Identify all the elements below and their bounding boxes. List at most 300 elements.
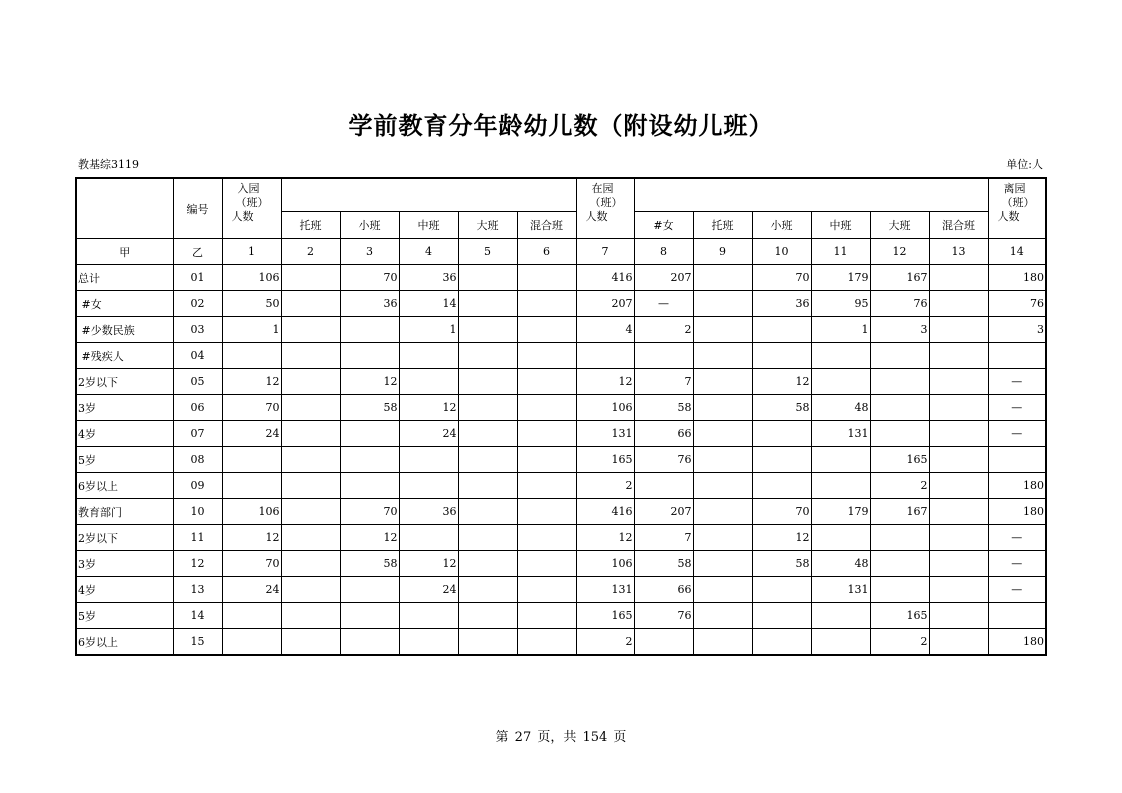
table-cell: 106 (222, 499, 281, 525)
row-label: 6岁以上 (76, 629, 173, 656)
table-row (76, 629, 1046, 656)
table-cell (752, 421, 811, 447)
header-zaiyuan (576, 178, 634, 239)
index-cell: 5 (458, 239, 517, 265)
table-cell (811, 603, 870, 629)
header-liyuan-line2: （班） (1001, 196, 1035, 209)
table-cell (752, 629, 811, 656)
table-cell (693, 525, 752, 551)
header-zaiyuan-sub: 混合班 (929, 212, 988, 239)
table-cell: 58 (340, 551, 399, 577)
table-cell: 2 (576, 473, 634, 499)
table-cell (693, 577, 752, 603)
table-cell (870, 421, 929, 447)
table-cell (458, 343, 517, 369)
table-cell: 70 (752, 499, 811, 525)
index-cell: 12 (870, 239, 929, 265)
header-code: 编号 (173, 178, 222, 239)
table-cell (811, 343, 870, 369)
header-ruyuan-sub: 托班 (281, 212, 340, 239)
table-cell: 7 (634, 369, 693, 395)
header-ruyuan (222, 178, 281, 239)
page-title: 学前教育分年龄幼儿数（附设幼儿班） (348, 112, 774, 140)
table-cell (693, 265, 752, 291)
table-cell (517, 317, 576, 343)
unit-label: 单位:人 (1006, 158, 1043, 171)
table-cell (222, 343, 281, 369)
table-cell (517, 447, 576, 473)
row-code: 15 (173, 629, 222, 656)
table-cell (929, 369, 988, 395)
table-cell: 165 (576, 603, 634, 629)
table-cell (634, 473, 693, 499)
table-cell (458, 499, 517, 525)
table-cell (693, 291, 752, 317)
table-cell: 58 (634, 551, 693, 577)
table-cell: 76 (634, 603, 693, 629)
table-row (76, 447, 1046, 473)
table-cell: 70 (752, 265, 811, 291)
table-cell: 131 (811, 577, 870, 603)
table-cell (929, 499, 988, 525)
table-cell (929, 551, 988, 577)
header-ruyuan-sub: 混合班 (517, 212, 576, 239)
table-cell (929, 421, 988, 447)
table-cell (988, 343, 1046, 369)
table-cell (517, 291, 576, 317)
header-liyuan (988, 178, 1046, 239)
table-cell: 36 (399, 265, 458, 291)
index-cell: 10 (752, 239, 811, 265)
table-cell: — (988, 369, 1046, 395)
row-code: 04 (173, 343, 222, 369)
table-cell: 179 (811, 265, 870, 291)
table-cell (634, 629, 693, 656)
table-cell (458, 421, 517, 447)
table-cell (517, 603, 576, 629)
header-zaiyuan-line2: （班） (589, 196, 623, 209)
table-cell: 24 (399, 577, 458, 603)
table-cell (281, 369, 340, 395)
table-cell (576, 343, 634, 369)
table-cell (281, 265, 340, 291)
table-cell (752, 343, 811, 369)
table-cell: 131 (811, 421, 870, 447)
table-cell (399, 473, 458, 499)
table-cell (399, 343, 458, 369)
table-cell (281, 421, 340, 447)
table-cell: 70 (340, 499, 399, 525)
table-cell (752, 447, 811, 473)
table-cell: 24 (399, 421, 458, 447)
index-cell: 8 (634, 239, 693, 265)
row-code: 08 (173, 447, 222, 473)
row-label: 总计 (76, 265, 173, 291)
row-code: 11 (173, 525, 222, 551)
table-cell: 165 (576, 447, 634, 473)
table-cell (693, 551, 752, 577)
table-cell: 180 (988, 629, 1046, 656)
table-cell (458, 265, 517, 291)
table-cell (929, 395, 988, 421)
table-cell: 24 (222, 577, 281, 603)
row-label: 2岁以下 (76, 369, 173, 395)
header-zaiyuan-sub: 托班 (693, 212, 752, 239)
table-cell: 36 (399, 499, 458, 525)
table-cell (811, 629, 870, 656)
table-cell: 36 (752, 291, 811, 317)
table-cell: 3 (870, 317, 929, 343)
table-cell: 416 (576, 499, 634, 525)
table-cell: — (988, 395, 1046, 421)
table-cell: — (634, 291, 693, 317)
table-cell (281, 291, 340, 317)
table-cell: 66 (634, 577, 693, 603)
table-cell: 12 (222, 525, 281, 551)
table-row (76, 473, 1046, 499)
table-cell: 7 (634, 525, 693, 551)
table-cell (693, 473, 752, 499)
table-cell (399, 369, 458, 395)
table-cell (517, 369, 576, 395)
table-cell (693, 603, 752, 629)
header-zaiyuan-span (634, 178, 988, 212)
table-cell (281, 499, 340, 525)
table-cell (340, 577, 399, 603)
table-cell: — (988, 551, 1046, 577)
row-label: 教育部门 (76, 499, 173, 525)
table-cell (458, 447, 517, 473)
table-cell (281, 525, 340, 551)
table-cell (340, 447, 399, 473)
table-cell: 24 (222, 421, 281, 447)
table-cell (870, 551, 929, 577)
table-cell (693, 629, 752, 656)
table-cell: 3 (988, 317, 1046, 343)
index-cell: 3 (340, 239, 399, 265)
table-cell (811, 525, 870, 551)
table-cell (458, 395, 517, 421)
table-cell: 2 (576, 629, 634, 656)
table-cell: 12 (340, 369, 399, 395)
table-cell: 70 (222, 395, 281, 421)
table-cell: 70 (340, 265, 399, 291)
table-cell (517, 395, 576, 421)
table-cell (458, 317, 517, 343)
form-code: 教基综3119 (78, 158, 139, 171)
table-cell (517, 343, 576, 369)
row-code: 01 (173, 265, 222, 291)
table-cell (340, 421, 399, 447)
table-cell: 12 (222, 369, 281, 395)
header-ruyuan-line2: （班） (235, 196, 269, 209)
table-cell: 2 (634, 317, 693, 343)
index-cell: 6 (517, 239, 576, 265)
table-cell: 1 (399, 317, 458, 343)
header-label-cell (76, 178, 173, 239)
table-row (76, 551, 1046, 577)
table-cell: 165 (870, 447, 929, 473)
row-code: 12 (173, 551, 222, 577)
table-cell: — (988, 525, 1046, 551)
header-ruyuan-span (281, 178, 576, 212)
header-zaiyuan-sub: 小班 (752, 212, 811, 239)
table-row (76, 343, 1046, 369)
table-cell (870, 525, 929, 551)
table-cell: 180 (988, 265, 1046, 291)
table-cell (399, 525, 458, 551)
table-cell (693, 499, 752, 525)
table-cell: 58 (340, 395, 399, 421)
table-cell (870, 369, 929, 395)
table-cell: 58 (752, 551, 811, 577)
table-cell: 50 (222, 291, 281, 317)
table-cell (929, 447, 988, 473)
table-row (76, 369, 1046, 395)
header-zaiyuan-line1: 在园 (591, 182, 614, 195)
table-cell (811, 447, 870, 473)
table-cell: 58 (752, 395, 811, 421)
table-cell (988, 447, 1046, 473)
table-cell (752, 317, 811, 343)
table-cell (517, 421, 576, 447)
table-cell (222, 603, 281, 629)
table-cell: 66 (634, 421, 693, 447)
table-cell: 12 (340, 525, 399, 551)
table-cell (517, 499, 576, 525)
header-zaiyuan-sub: #女 (634, 212, 693, 239)
row-label: #残疾人 (76, 343, 173, 369)
table-cell: 1 (811, 317, 870, 343)
index-cell: 甲 (76, 239, 173, 265)
table-cell (517, 577, 576, 603)
table-cell (340, 473, 399, 499)
table-cell (340, 317, 399, 343)
table-cell (458, 577, 517, 603)
table-row (76, 603, 1046, 629)
table-cell (281, 343, 340, 369)
table-cell: 165 (870, 603, 929, 629)
row-label: 5岁 (76, 603, 173, 629)
table-cell (281, 447, 340, 473)
table-cell (222, 447, 281, 473)
header-ruyuan-sub: 小班 (340, 212, 399, 239)
table-cell: 12 (399, 551, 458, 577)
row-label: 6岁以上 (76, 473, 173, 499)
index-cell: 9 (693, 239, 752, 265)
data-table (75, 177, 1047, 656)
row-code: 13 (173, 577, 222, 603)
index-cell: 13 (929, 239, 988, 265)
table-cell (222, 473, 281, 499)
page-footer: 第 27 页，共 154 页 (495, 730, 627, 745)
table-cell (693, 421, 752, 447)
index-row (76, 239, 1046, 265)
table-row (76, 395, 1046, 421)
table-cell: 4 (576, 317, 634, 343)
table-cell (340, 603, 399, 629)
table-row (76, 525, 1046, 551)
row-label: 4岁 (76, 421, 173, 447)
table-cell (988, 603, 1046, 629)
table-cell (929, 603, 988, 629)
table-cell: 76 (988, 291, 1046, 317)
table-cell (693, 317, 752, 343)
table-cell (929, 577, 988, 603)
row-code: 05 (173, 369, 222, 395)
index-cell: 1 (222, 239, 281, 265)
table-cell: — (988, 421, 1046, 447)
table-cell (399, 447, 458, 473)
table-cell (458, 629, 517, 656)
table-cell: 131 (576, 421, 634, 447)
index-cell: 4 (399, 239, 458, 265)
index-cell: 7 (576, 239, 634, 265)
table-cell: 106 (576, 395, 634, 421)
table-cell (458, 369, 517, 395)
table-cell: 167 (870, 265, 929, 291)
row-code: 02 (173, 291, 222, 317)
header-liyuan-line3: 人数 (997, 210, 1020, 223)
table-cell: 58 (634, 395, 693, 421)
row-code: 10 (173, 499, 222, 525)
table-cell (458, 473, 517, 499)
table-cell (870, 343, 929, 369)
header-ruyuan-line3: 人数 (231, 210, 254, 223)
row-code: 03 (173, 317, 222, 343)
table-cell: 167 (870, 499, 929, 525)
table-cell (340, 629, 399, 656)
table-cell (281, 629, 340, 656)
index-cell: 2 (281, 239, 340, 265)
header-ruyuan-sub: 中班 (399, 212, 458, 239)
table-cell (281, 551, 340, 577)
table-cell (458, 291, 517, 317)
header-liyuan-line1: 离园 (1003, 182, 1026, 195)
table-cell (399, 629, 458, 656)
table-cell (811, 473, 870, 499)
table-row (76, 577, 1046, 603)
row-label: 2岁以下 (76, 525, 173, 551)
table-cell: 70 (222, 551, 281, 577)
table-cell (399, 603, 458, 629)
row-label: #女 (76, 291, 173, 317)
table-cell: 207 (634, 499, 693, 525)
row-code: 06 (173, 395, 222, 421)
table-cell: 36 (340, 291, 399, 317)
table-cell: 106 (576, 551, 634, 577)
row-label: 4岁 (76, 577, 173, 603)
table-cell (752, 577, 811, 603)
row-code: 14 (173, 603, 222, 629)
table-row (76, 421, 1046, 447)
table-cell (929, 317, 988, 343)
table-cell (281, 473, 340, 499)
header-ruyuan-sub: 大班 (458, 212, 517, 239)
table-cell (811, 369, 870, 395)
row-label: 5岁 (76, 447, 173, 473)
table-cell: 12 (752, 369, 811, 395)
table-cell: 12 (399, 395, 458, 421)
table-cell (340, 343, 399, 369)
header-zaiyuan-sub: 中班 (811, 212, 870, 239)
table-cell (870, 577, 929, 603)
table-cell: 131 (576, 577, 634, 603)
table-cell (929, 265, 988, 291)
table-cell (517, 551, 576, 577)
table-cell: 207 (576, 291, 634, 317)
header-ruyuan-line1: 入园 (237, 182, 260, 195)
table-cell: 76 (634, 447, 693, 473)
table-cell: 2 (870, 473, 929, 499)
table-cell (929, 473, 988, 499)
table-cell (281, 317, 340, 343)
table-row (76, 265, 1046, 291)
index-cell: 11 (811, 239, 870, 265)
index-cell: 乙 (173, 239, 222, 265)
header-zaiyuan-sub: 大班 (870, 212, 929, 239)
table-cell: 106 (222, 265, 281, 291)
table-row (76, 317, 1046, 343)
table-cell: 180 (988, 473, 1046, 499)
header-zaiyuan-line3: 人数 (585, 210, 608, 223)
row-code: 07 (173, 421, 222, 447)
table-cell: 416 (576, 265, 634, 291)
row-label: 3岁 (76, 395, 173, 421)
table-cell (281, 395, 340, 421)
table-cell (458, 551, 517, 577)
table-cell (929, 291, 988, 317)
index-cell: 14 (988, 239, 1046, 265)
table-cell: 76 (870, 291, 929, 317)
table-cell (929, 525, 988, 551)
table-cell: 14 (399, 291, 458, 317)
table-cell: 2 (870, 629, 929, 656)
table-cell (693, 395, 752, 421)
table-cell: 48 (811, 395, 870, 421)
table-cell: 207 (634, 265, 693, 291)
table-cell: — (988, 577, 1046, 603)
table-cell (693, 447, 752, 473)
table-cell (752, 603, 811, 629)
table-cell (929, 629, 988, 656)
table-cell (458, 525, 517, 551)
table-cell (222, 629, 281, 656)
table-cell (517, 629, 576, 656)
table-cell: 1 (222, 317, 281, 343)
table-cell: 12 (576, 369, 634, 395)
table-cell (281, 577, 340, 603)
table-cell (693, 369, 752, 395)
table-row (76, 291, 1046, 317)
table-cell (693, 343, 752, 369)
table-cell: 179 (811, 499, 870, 525)
table-cell: 180 (988, 499, 1046, 525)
table-cell (752, 473, 811, 499)
table-cell (634, 343, 693, 369)
table-cell (929, 343, 988, 369)
table-cell (517, 473, 576, 499)
table-cell (458, 603, 517, 629)
table-cell: 12 (752, 525, 811, 551)
table-cell: 95 (811, 291, 870, 317)
table-cell (517, 525, 576, 551)
row-code: 09 (173, 473, 222, 499)
table-cell: 48 (811, 551, 870, 577)
table-cell (870, 395, 929, 421)
row-label: #少数民族 (76, 317, 173, 343)
row-label: 3岁 (76, 551, 173, 577)
